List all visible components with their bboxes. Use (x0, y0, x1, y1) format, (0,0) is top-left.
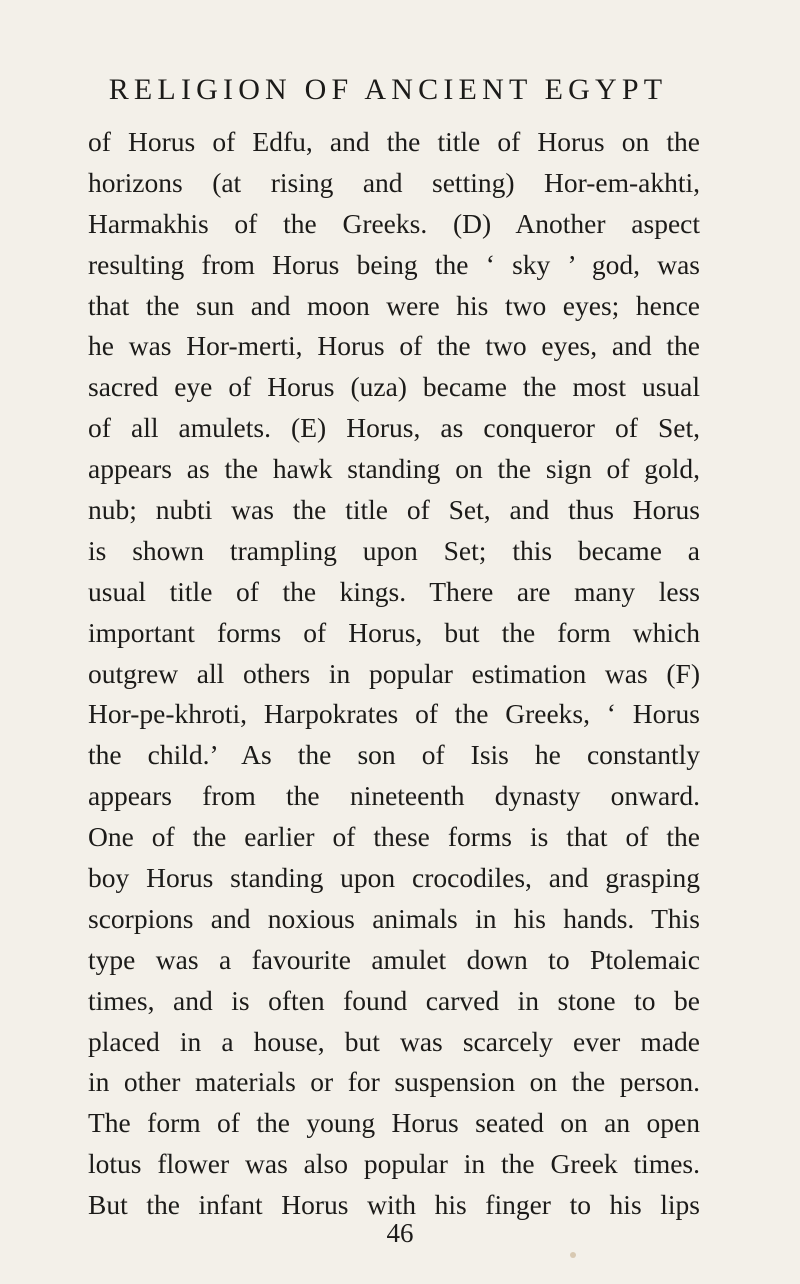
text-line: he was Hor-merti, Horus of the two eyes, and the (88, 330, 700, 362)
body-text (88, 122, 700, 1226)
running-head: RELIGION OF ANCIENT EGYPT (108, 73, 668, 106)
text-line: One of the earlier of these forms is that of the (88, 821, 700, 853)
paper-blemish (570, 1252, 576, 1258)
text-line: in other materials or for suspension on the person. (88, 1066, 700, 1098)
text-line: times, and is often found carved in stone to be (88, 984, 700, 1016)
text-line: the child.’ As the son of Isis he constantly (88, 739, 700, 771)
text-line: Hor-pe-khroti, Harpokrates of the Greeks, ‘ Horus (88, 698, 700, 730)
text-line: is shown trampling upon Set; this became a (88, 534, 700, 566)
text-line: appears as the hawk standing on the sign of gold, (88, 453, 700, 485)
text-line: horizons (at rising and setting) Hor-em-akhti, (88, 166, 700, 198)
text-line: that the sun and moon were his two eyes; hence (88, 289, 700, 321)
text-line: boy Horus standing upon crocodiles, and grasping (88, 862, 700, 894)
text-line: resulting from Horus being the ‘ sky ’ god, was (88, 248, 700, 280)
text-line: appears from the nineteenth dynasty onward. (88, 780, 700, 812)
text-line: But the infant Horus with his finger to his lips (88, 1189, 700, 1221)
text-line: of Horus of Edfu, and the title of Horus on the (88, 126, 700, 157)
text-line: usual title of the kings. There are many less (88, 575, 700, 607)
text-line: nub; nubti was the title of Set, and thus Horus (88, 494, 700, 526)
text-line: The form of the young Horus seated on an open (88, 1107, 700, 1139)
text-line: sacred eye of Horus (uza) became the most usual (88, 371, 700, 403)
text-line: type was a favourite amulet down to Ptolemaic (88, 943, 700, 975)
text-line: placed in a house, but was scarcely ever made (88, 1025, 700, 1057)
text-line: lotus flower was also popular in the Greek times. (88, 1148, 700, 1180)
text-line: outgrew all others in popular estimation was (F) (88, 657, 700, 689)
page-number: 46 (386, 1218, 414, 1248)
text-line: of all amulets. (E) Horus, as conqueror of Set, (88, 412, 700, 444)
text-line: important forms of Horus, but the form which (88, 616, 700, 648)
text-line: scorpions and noxious animals in his hands. This (88, 902, 700, 934)
text-line: Harmakhis of the Greeks. (D) Another aspect (88, 207, 700, 239)
